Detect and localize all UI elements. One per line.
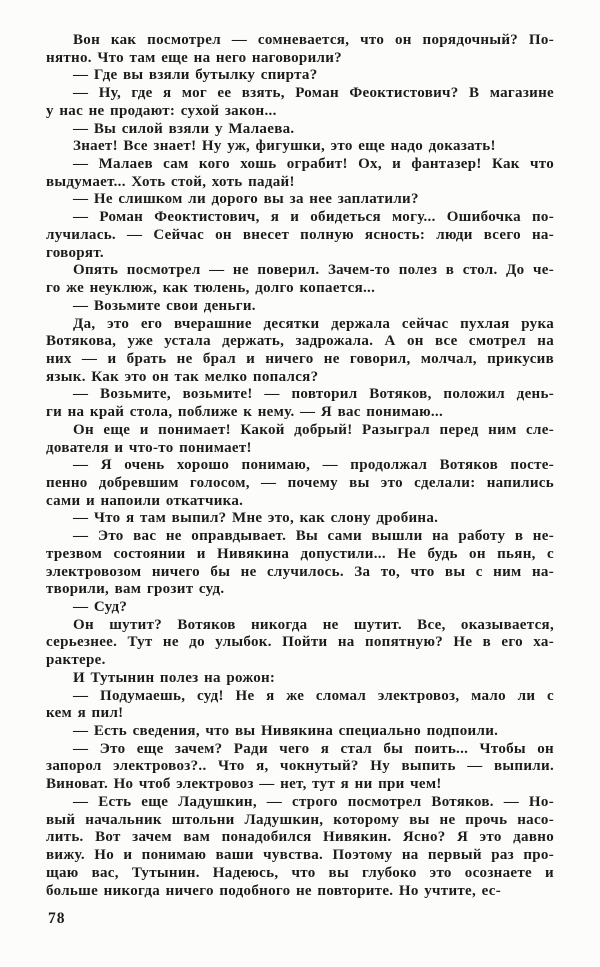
text-line: — Я очень хорошо понимаю, — продолжал Вотяков посте- [73, 457, 554, 474]
text-line: говорят. [46, 244, 104, 261]
text-line: Да, это его вчерашние десятки держала сейчас пухлая рука [73, 315, 554, 332]
text-line: ги на край стола, поближе к нему. — Я вас понимаю... [46, 404, 444, 421]
text-line: — Это вас не оправдывает. Вы сами вышли на работу в не- [73, 528, 554, 545]
text-line: щаю вас, Тутынин. Надеюсь, что вы глубоко это осознаете и [46, 864, 554, 881]
text-line: Он еще и понимает! Какой добрый! Разыграл перед ним сле- [73, 421, 554, 438]
text-line: — Малаев сам кого хошь ограбит! Ох, и фантазер! Как что [73, 156, 554, 173]
text-line: сами и напоили откатчика. [46, 492, 244, 509]
page-number: 78 [48, 910, 66, 927]
text-line: Опять посмотрел — не поверил. Зачем-то полез в стол. До че- [73, 262, 554, 279]
text-line: Вон как посмотрел — сомневается, что он порядочный? По- [73, 32, 554, 48]
text-line: го же неуклюж, как тюлень, долго копается... [46, 280, 376, 297]
text-line: язык. Как это он так мелко попался? [46, 368, 319, 385]
text-line: — Где вы взяли бутылку спирта? [73, 67, 318, 84]
text-line: — Не слишком ли дорого вы за нее заплатили? [73, 191, 419, 208]
text-line: Вотякова, уже устала держать, задрожала. А он все смотрел на [46, 333, 554, 350]
text-line: у нас не продают: сухой закон... [46, 102, 277, 119]
text-line: Виноват. Но чтоб электровоз — нет, тут я ни при чем! [46, 776, 442, 793]
text-line: — Есть еще Ладушкин, — строго посмотрел Вотяков. — Но- [73, 793, 554, 810]
text-line: — Есть сведения, что вы Нивякина специально подпоили. [73, 723, 499, 740]
text-line: Знает! Все знает! Ну уж, фигушки, это еще надо доказать! [73, 138, 496, 155]
text-line: — Роман Феоктистович, я и обидеться могу... Ошибочка по- [73, 209, 554, 226]
text-line: серьезнее. Тут не до улыбок. Пойти на попятную? Не в его ха- [46, 634, 554, 651]
text-line: — Вы силой взяли у Малаева. [73, 120, 295, 137]
text-line: них — и брать не брал и ничего не говорил, молчал, прикусив [46, 350, 554, 367]
text-line: вижу. Но и понимаю ваши чувства. Поэтому на первый раз про- [46, 847, 554, 864]
text-line: пенно добревшим голосом, — почему вы это сделали: напились [46, 474, 554, 491]
text-line: — Возьмите, возьмите! — повторил Вотяков, положил день- [73, 386, 554, 403]
text-line: дователя и что-то понимает! [46, 439, 252, 456]
text-line: — Ну, где я мог ее взять, Роман Феоктистович? В магазине [73, 85, 554, 102]
text-line: лить. Вот зачем вам понадобился Нивякин. Ясно? Я это давно [46, 829, 554, 846]
text-line: больше никогда ничего подобного не повторите. Но учтите, ес- [46, 882, 502, 899]
text-block [46, 32, 554, 900]
text-line: нятно. Что там еще на него наговорили? [46, 49, 342, 66]
text-line: электровозом ничего бы не случилось. За то, что вы с ним на- [46, 563, 554, 580]
text-line: — Подумаешь, суд! Не я же сломал электровоз, мало ли с [73, 687, 554, 704]
text-line: — Суд? [73, 599, 128, 615]
text-line: творили, вам грозит суд. [46, 581, 225, 598]
text-line: рактере. [46, 652, 106, 669]
text-line: — Это еще зачем? Ради чего я стал бы поить... Чтобы он [73, 740, 554, 757]
text-line: вый начальник штольни Ладушкин, которому вы не прочь насо- [46, 811, 554, 828]
text-line: Он шутит? Вотяков никогда не шутит. Все, оказывается, [73, 616, 554, 633]
text-line: И Тутынин полез на рожон: [73, 669, 276, 686]
text-line: — Что я там выпил? Мне это, как слону дробина. [73, 510, 439, 527]
text-line: трезвом состоянии и Нивякина допустили... Не будь он пьян, с [46, 545, 554, 562]
text-line: кем я пил! [46, 705, 124, 722]
text-line: запорол электровоз?.. Что я, чокнутый? Ну выпить — выпили. [46, 758, 554, 775]
text-line: лучилась. — Сейчас он внесет полную ясность: люди всего на- [46, 226, 554, 243]
text-line: выдумает... Хоть стой, хоть падай! [46, 173, 295, 190]
text-line: — Возьмите свои деньги. [73, 297, 256, 314]
